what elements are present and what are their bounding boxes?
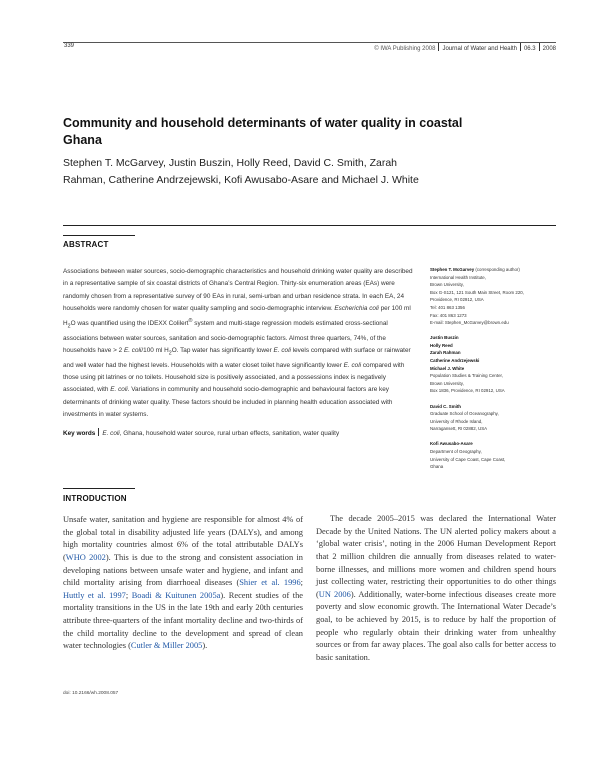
affiliation-line: Graduate School of Oceanography,	[430, 411, 499, 417]
affiliation-name: Michael J. White	[430, 365, 465, 371]
affiliation-line: Department of Geography,	[430, 448, 482, 454]
abstract-text: per 100 ml	[380, 304, 411, 312]
subscript: 2	[168, 350, 172, 357]
keywords-label: Key words	[63, 430, 96, 437]
keywords-text: , Ghana, household water source, rural urban effects, sanitation, water quality	[119, 430, 340, 437]
abstract-text: compared with those using pit latrines or no toilets. Household size is positively associated, and a possessions index is negatively associated, with	[63, 361, 405, 394]
affiliation-email: E-mail: Stephen_McGarvey@brown.edu	[430, 320, 509, 326]
body-text: The decade 2005–2015 was declared the International Water Decade by the United Nations. The UN alerted policy makers about a ‘global water crisis’, noting in the 2006 Human Development Report that 2 million children die annually from diseases related to water-borne illnesses, and millions more women and children spend hours just collecting water, restricting their opportunities to do other things (	[316, 514, 556, 599]
abstract-text: /100 ml H	[141, 347, 169, 355]
journal-name: Journal of Water and Health	[442, 46, 517, 52]
body-text: ). Recent studies of the mortality transitions in the US in the late 19th and early 20th centuries attribute three-quarters of the infant mortality decline and two-thirds of the child mortality decline to the development and spread of clean water technologies (	[63, 590, 304, 651]
registered-mark: ®	[188, 318, 193, 325]
affiliation-line: Brown University,	[430, 282, 464, 288]
abstract-text: > 2	[113, 347, 123, 355]
introduction-column-left	[63, 514, 303, 653]
abstract-text: Associations between water sources, socio-demographic characteristics and household drinking water quality are described in a representative sample of six coastal districts of Ghana’s Central Region. Thirty-six enumeration areas (EAs) were randomly chosen from a representative survey of 90 EAs in rural, semi-urban and urban residence strata. In each EA, 24 households were randomly chosen for water quality sampling and socio-demographic interview.	[63, 268, 413, 312]
author-list: Stephen T. McGarvey, Justin Buszin, Holly Reed, David C. Smith, Zarah Rahman, Catherine Andrzejewski, Kofi Awusabo-Asare and Michael J. White	[63, 157, 419, 186]
citation-link[interactable]: WHO 2002	[65, 552, 106, 562]
subscript: 2	[67, 323, 71, 330]
abstract-text: system and multi-stage regression models estimated cross-sectional associations between water sources, sanitation and socio-demographic factors. Almost three quarters, 74%, of the households have	[63, 320, 388, 355]
abstract-body	[63, 266, 415, 421]
affiliation-line: Providence, RI 02912, USA	[430, 297, 484, 303]
affiliation-block	[430, 440, 570, 470]
organism-name: E. coli	[273, 347, 291, 355]
affiliation-line: Tel: 401 863 1356	[430, 304, 465, 310]
citation-link[interactable]: Shier et al. 1996	[239, 578, 301, 588]
affiliation-block	[430, 403, 570, 433]
affiliation-line: Narragansett, RI 02882, USA	[430, 426, 488, 432]
body-text: ;	[125, 590, 132, 600]
header-divider	[438, 43, 439, 51]
organism-name: E. coli	[123, 347, 142, 355]
abstract-text: levels compared with surface or rainwater and well water had the highest levels. Households with a water closet toilet have significantly lower	[63, 347, 411, 369]
organism-name: E. coli	[110, 386, 128, 394]
citation-link[interactable]: UN 2006	[318, 589, 351, 599]
abstract-text: H	[63, 320, 68, 328]
affiliation-name: Zarah Rahman	[430, 350, 461, 356]
affiliation-line: Brown University,	[430, 380, 464, 386]
affiliation-name: Kofi Awusabo-Asare	[430, 441, 473, 447]
publisher-notice: © IWA Publishing 2008	[374, 46, 436, 52]
abstract-text: O was quantified using the IDEXX Colilert	[70, 320, 189, 328]
citation-link[interactable]: Boadi & Kuitunen 2005a	[131, 590, 221, 600]
affiliation-line: University of Cape Coast, Cape Coast,	[430, 456, 506, 462]
affiliation-line: Box 1836, Providence, RI 02912, USA	[430, 388, 505, 394]
affiliation-note: (corresponding author)	[474, 267, 520, 272]
affiliation-line: Ghana	[430, 464, 444, 470]
affiliation-name: Justin Buszin	[430, 335, 459, 341]
organism-name: Escherichia coli	[334, 304, 379, 312]
organism-name: E. coli	[343, 361, 362, 369]
abstract-heading: ABSTRACT	[63, 240, 109, 249]
abstract-text: . Variations in community and household socio-demographic and behavioural factors are key determinants of drinking water quality. These factors should be included in planning health education associated with investments in water systems.	[63, 386, 393, 418]
affiliation-name: Holly Reed	[430, 342, 453, 348]
affiliations-panel	[430, 266, 570, 478]
affiliation-name: David C. Smith	[430, 403, 461, 409]
header-divider	[539, 43, 540, 51]
body-text: ).	[202, 641, 208, 651]
keywords-divider	[98, 428, 99, 436]
affiliation-line: Fax: 401 863 1273	[430, 312, 467, 318]
affiliation-name: Catherine Andrzejewski	[430, 358, 480, 364]
header-divider	[520, 43, 521, 51]
keyword-organism: E. coli	[102, 430, 120, 437]
article-title: Community and household determinants of water quality in coastal Ghana	[63, 116, 463, 147]
introduction-column-right	[316, 513, 556, 665]
title-separator	[63, 225, 556, 226]
citation-link[interactable]: Cutler & Miller 2005	[130, 641, 203, 651]
introduction-heading: INTRODUCTION	[63, 494, 127, 503]
page-number: 339	[64, 43, 75, 49]
body-text: Unsafe water, sanitation and hygiene are responsible for almost 4% of the global total in disability adjusted life years (DALYs), and among high mortality countries almost 6% of the total attributable DALYs (	[63, 515, 303, 562]
publication-year: 2008	[542, 46, 556, 52]
volume-issue: 06.3	[523, 46, 536, 52]
keywords	[63, 428, 423, 439]
abstract-text: O. Tap water has significantly lower	[171, 347, 272, 355]
affiliation-name: Stephen T. McGarvey	[430, 267, 475, 272]
affiliation-block	[430, 266, 570, 327]
running-head	[374, 43, 556, 52]
affiliation-line: University of Rhode Island,	[430, 418, 483, 424]
affiliation-block	[430, 334, 570, 395]
doi: doi: 10.2166/wh.2008.057	[63, 691, 119, 696]
body-text: ). This is due to the strong and consistent association in developing nations between unsafe water and hygiene, and infant and child mortality arising from diarrhoeal diseases (	[63, 552, 303, 588]
affiliation-line: Population Studies & Training Center,	[430, 373, 503, 379]
affiliation-line: Box G-S121, 121 South Main Street, Room 220,	[430, 289, 524, 295]
introduction-rule	[63, 488, 135, 489]
body-text: ). Additionally, water-borne infectious diseases create more poverty and slow economic growth. The International Water Decade’s goal, to be achieved by 2015, is to reduce by half the proportion of people who regularly obtain their drinking water from unhealthy sources or from far away places. The goal also calls for better access to basic sanitation.	[316, 589, 556, 662]
abstract-rule	[63, 235, 135, 236]
affiliation-line: International Health Institute,	[430, 274, 486, 280]
citation-link[interactable]: Huttly et al. 1997	[63, 590, 126, 600]
body-text: ;	[300, 578, 303, 588]
